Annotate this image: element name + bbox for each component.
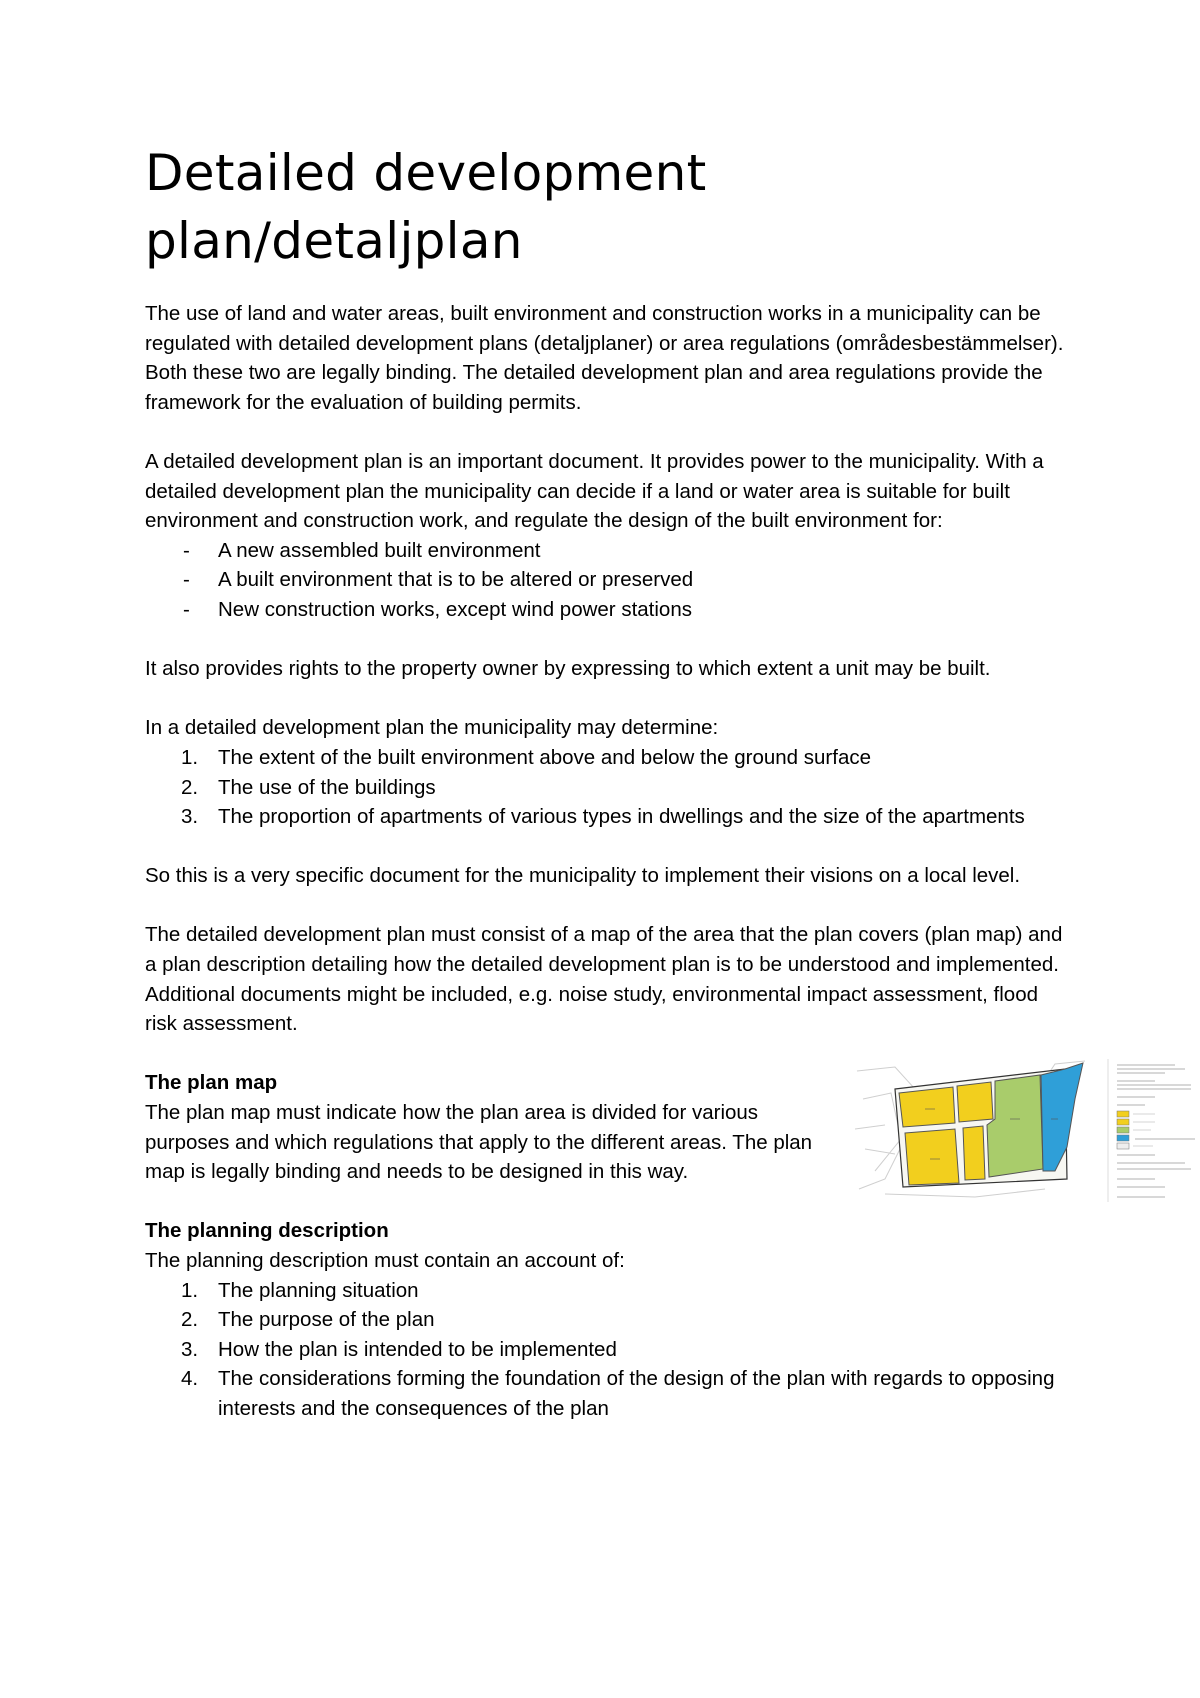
- list-item-text: A built environment that is to be altered or preserved: [218, 568, 694, 592]
- list-item: [145, 1335, 1075, 1365]
- list-item: [145, 595, 1075, 625]
- list-item-text: The proportion of apartments of various types in dwellings and the size of the apartments: [218, 805, 1025, 829]
- list-marker: 2.: [181, 1308, 199, 1332]
- list-item: [145, 1276, 1075, 1306]
- page-title: Detailed development plan/detaljplan: [145, 144, 707, 270]
- determine-list: [145, 743, 1075, 832]
- list-item: [145, 565, 1075, 595]
- list-item-text: The use of the buildings: [218, 775, 436, 799]
- list-item-text: How the plan is intended to be implemented: [218, 1337, 617, 1361]
- list-item: [145, 536, 1075, 566]
- plan-map-paragraph: The plan map must indicate how the plan area is divided for various purposes and which regulations that apply to the different areas. The plan map is legally binding and needs to be designed in this way.: [145, 1101, 813, 1184]
- document-page: [145, 0, 1075, 1424]
- planning-description-list: [145, 1276, 1075, 1424]
- list-item: [145, 773, 1075, 803]
- specific-paragraph: So this is a very specific document for the municipality to implement their visions on a local level.: [145, 864, 1021, 888]
- list-item-text: A new assembled built environment: [218, 538, 541, 562]
- planning-description-heading: The planning description: [145, 1219, 389, 1243]
- intro-paragraph: The use of land and water areas, built environment and construction works in a municipality can be regulated with detailed development plans (detaljplaner) or area regulations (områdesbestämmelser). Both these two are legally binding. The detailed development plan and area regulations provide the framework for the evaluation of building permits.: [145, 302, 1064, 414]
- list-marker: -: [183, 568, 190, 592]
- list-item: [145, 743, 1075, 773]
- built-environment-list: [145, 536, 1075, 625]
- list-item-text: The purpose of the plan: [218, 1308, 435, 1332]
- plan-map-image: [855, 1059, 1200, 1202]
- list-marker: -: [183, 538, 190, 562]
- list-item-text: The extent of the built environment above and below the ground surface: [218, 745, 872, 769]
- list-marker: 4.: [181, 1367, 199, 1391]
- list-marker: -: [183, 597, 190, 621]
- list-marker: 3.: [181, 1337, 199, 1361]
- list-item-text: New construction works, except wind power stations: [218, 597, 692, 621]
- importance-paragraph: A detailed development plan is an important document. It provides power to the municipality. With a detailed development plan the municipality can decide if a land or water area is suitable for built environment and construction work, and regulate the design of the built environment for:: [145, 449, 1044, 533]
- plan-map-heading: The plan map: [145, 1071, 278, 1095]
- list-marker: 1.: [181, 1278, 199, 1302]
- list-marker: 3.: [181, 805, 199, 829]
- list-item: [145, 1305, 1075, 1335]
- plan-map-section: [145, 1068, 1075, 1186]
- list-marker: 1.: [181, 745, 199, 769]
- consist-paragraph: The detailed development plan must consist of a map of the area that the plan covers (plan map) and a plan description detailing how the detailed development plan is to be understood and implemented. Additional documents might be included, e.g. noise study, environmental impact assessment, flood risk assessment.: [145, 923, 1063, 1036]
- rights-paragraph: It also provides rights to the property owner by expressing to which extent a unit may be built.: [145, 657, 991, 681]
- list-marker: 2.: [181, 775, 199, 799]
- list-item: [145, 1364, 1075, 1423]
- planning-description-intro: The planning description must contain an account of:: [145, 1249, 625, 1272]
- list-item-text: The considerations forming the foundation of the design of the plan with regards to opposing interests and the consequences of the plan: [218, 1367, 1055, 1420]
- determine-intro: In a detailed development plan the municipality may determine:: [145, 716, 719, 740]
- list-item-text: The planning situation: [218, 1278, 419, 1302]
- list-item: [145, 802, 1075, 832]
